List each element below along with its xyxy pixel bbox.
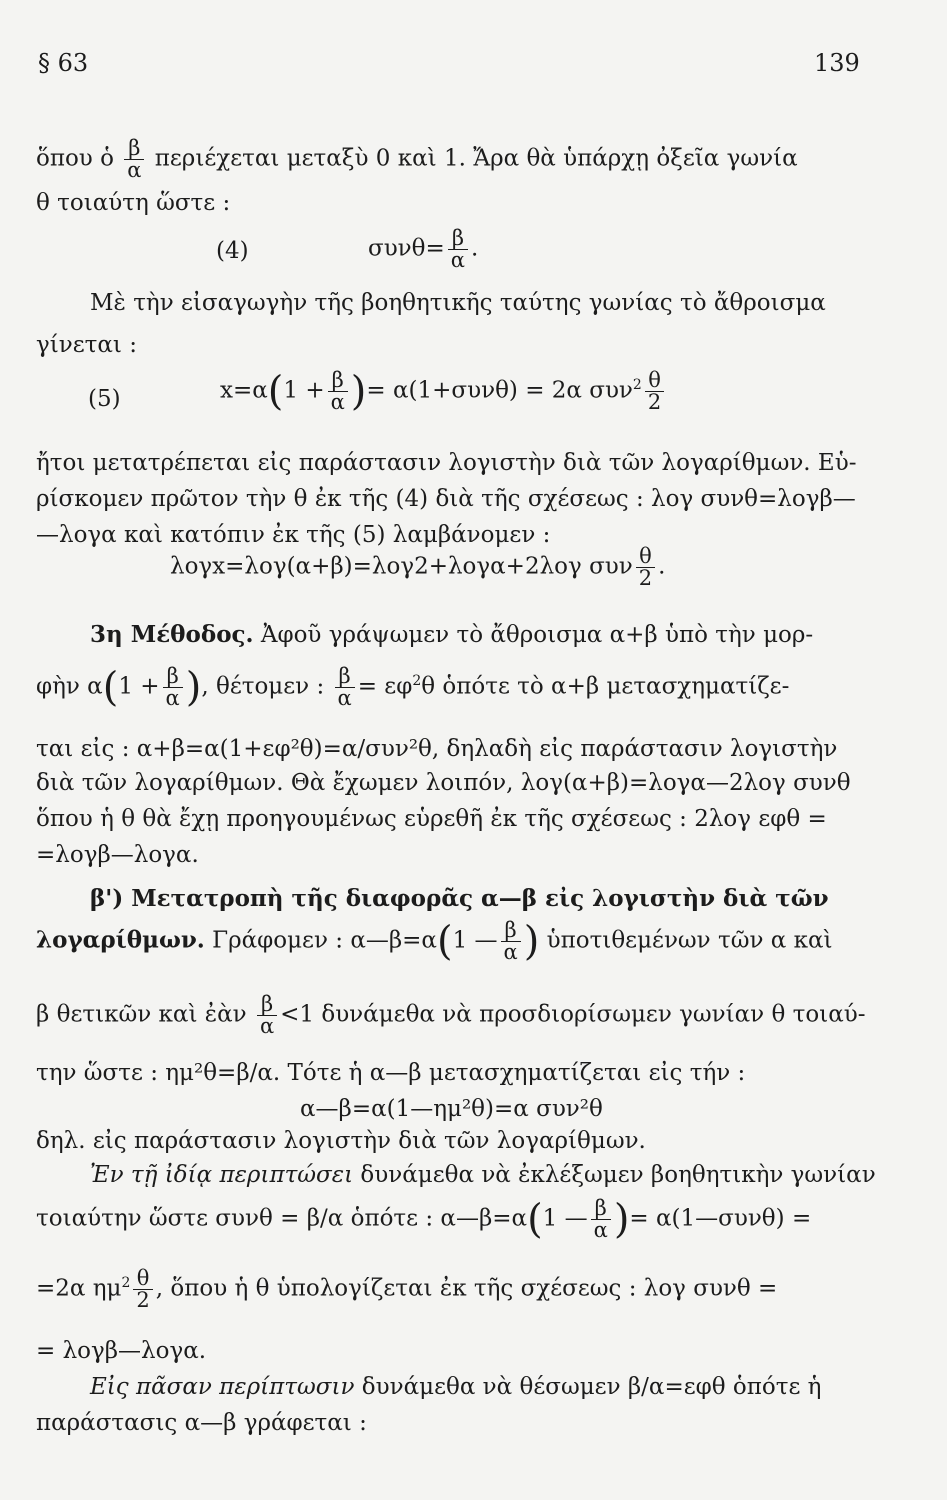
- text-line: δηλ. εἰς παράστασιν λογιστὴν διὰ τῶν λογαρίθμων.: [36, 1128, 646, 1154]
- text-line: ρίσκομεν πρῶτον τὴν θ ἐκ τῆς (4) διὰ τῆς σχέσεως : λογ συνθ=λογβ—: [36, 486, 856, 512]
- text-line: ται εἰς : α+β=α(1+εφ²θ)=α/συν²θ, δηλαδὴ εἰς παράστασιν λογιστὴν: [36, 736, 838, 762]
- fraction: $\frac{\beta}{\alpha}$: [163, 666, 183, 709]
- text-line: = λογβ—λογα.: [36, 1338, 207, 1364]
- equation-label: (4): [216, 238, 249, 264]
- method-heading: 3η Μέθοδος.: [90, 621, 254, 648]
- text-line: ὅπου ὁ $\frac{\beta}{\alpha}$ περιέχεται μεταξὺ 0 καὶ 1. Ἄρα θὰ ὑπάρχῃ ὀξεῖα γωνία: [36, 136, 798, 182]
- text-line: =λογβ—λογα.: [36, 842, 199, 868]
- text-line: ὅπου ἡ θ θὰ ἔχῃ προηγουμένως εὑρεθῆ ἐκ τῆς σχέσεως : 2λογ εφθ =: [36, 806, 827, 832]
- fraction: $\frac{\theta}{2}$: [636, 546, 655, 589]
- fraction: $\frac{\beta}{\alpha}$: [328, 370, 348, 413]
- fraction: $\frac{\beta}{\alpha}$: [448, 228, 468, 271]
- text-line: =2α $\eta\mu^2$ $\frac{\theta}{2}$ , ὅπου ἡ θ ὑπολογίζεται ἐκ τῆς σχέσεως : λογ συνθ =: [36, 1266, 778, 1313]
- fraction: $\frac{\theta}{2}$: [133, 1268, 152, 1311]
- fraction: $\frac{\beta}{\alpha}$: [501, 920, 521, 963]
- section-number: § 63: [38, 49, 89, 77]
- fraction: $\frac{\theta}{2}$: [645, 370, 664, 413]
- text-line: θ τοιαύτη ὥστε :: [36, 190, 231, 216]
- text-line: την ὥστε : ημ²θ=β/α. Τότε ἡ α—β μετασχηματίζεται εἰς τήν :: [36, 1060, 746, 1086]
- fraction: $\frac{\beta}{\alpha}$: [124, 138, 144, 181]
- text-line: Εἰς πᾶσαν περίπτωσιν δυνάμεθα νὰ θέσωμεν β/α=εφθ ὁπότε ἡ: [90, 1374, 822, 1400]
- text-line: φὴν α(1 + $\frac{\beta}{\alpha}$ ), θέτομεν : $\frac{\beta}{\alpha}$ = $\varepsilon\varphi^2\theta$ ὁπότε τὸ α+β μετασχηματίζε-: [36, 664, 790, 711]
- text-line: λογαρίθμων. Γράφομεν : α—β=α(1 — $\frac{\beta}{\alpha}$ ) ὑποτιθεμένων τῶν α καὶ: [36, 918, 833, 965]
- equation-7: α—β=α(1—ημ²θ)=α συν²θ: [300, 1096, 603, 1122]
- subsection-heading: β') Μετατροπὴ τῆς διαφορᾶς α—β εἰς λογιστὴν διὰ τῶν: [90, 885, 829, 912]
- text-line: —λογα καὶ κατόπιν ἐκ τῆς (5) λαμβάνομεν :: [36, 522, 551, 548]
- text-line: 3η Μέθοδος. Ἀφοῦ γράψωμεν τὸ ἄθροισμα α+β ὑπὸ τὴν μορ-: [90, 621, 814, 648]
- fraction: $\frac{\beta}{\alpha}$: [591, 1198, 611, 1241]
- page-number: 139: [814, 49, 860, 77]
- book-page: § 63 139 ὅπου ὁ $\frac{\beta}{\alpha}$ περιέχεται μεταξὺ 0 καὶ 1. Ἄρα θὰ ὑπάρχῃ ὀξεῖα γωνία θ τοιαύτη ὥστε : (4) συνθ= $\frac{\beta}{\alpha}$ . Μὲ τὴν εἰσαγωγὴν τῆς βοηθητικῆς ταύτης γωνίας τὸ ἄθροισμα γίνεται : (5) x=α(1 + $\frac{\beta}{\alpha}$ )= α(1+συνθ) = 2α συν$^2$ $\frac{\theta}{2}$ ἤτοι μετατρέπεται εἰς παράστασιν λογιστὴν διὰ τῶν λογαρίθμων. Εὑ- ρίσκομεν πρῶτον τὴν θ ἐκ τῆς (4) διὰ τῆς σχέσεως : λογ συνθ=λογβ— —λογα καὶ κατόπιν ἐκ τῆς (5) λαμβάνομεν : λογx=λογ(α+β)=λογ2+λογα+2λογ συν $\frac{\theta}{2}$ . 3η Μέθοδος. Ἀφοῦ γράψωμεν τὸ ἄθροισμα α+β ὑπὸ τὴν μορ- φὴν α(1 + $\frac{\beta}{\alpha}$ ), θέτομεν : $\frac{\beta}{\alpha}$ = $\varepsilon\varphi^2\theta$ ὁπότε τὸ α+β μετασχηματίζε- ται εἰς : α+β=α(1+εφ²θ)=α/συν²θ, δηλαδὴ εἰς παράστασιν λογιστὴν διὰ τῶν λογαρίθμων. Θὰ ἔχωμεν λοιπόν, λογ(α+β)=λογα—2λογ συνθ ὅπου ἡ θ θὰ ἔχῃ προηγουμένως εὑρεθῆ ἐκ τῆς σχέσεως : 2λογ εφθ = =λογβ—λογα. β') Μετατροπὴ τῆς διαφορᾶς α—β εἰς λογιστὴν διὰ τῶν λογαρίθμων. Γράφομεν : α—β=α(1 — $\frac{\beta}{\alpha}$ ) ὑποτιθεμένων τῶν α καὶ β θετικῶν καὶ ἐὰν $\frac{\beta}{\alpha}$ <1 δυνάμεθα νὰ προσδιορίσωμεν γωνίαν θ τοιαύ- την ὥστε : ημ²θ=β/α. Τότε ἡ α—β μετασχηματίζεται εἰς τήν : α—β=α(1—ημ²θ)=α συν²θ δηλ. εἰς παράστασιν λογιστὴν διὰ τῶν λογαρίθμων. Ἐν τῇ ἰδίᾳ περιπτώσει δυνάμεθα νὰ ἐκλέξωμεν βοηθητικὴν γωνίαν τοιαύτην ὥστε συνθ = β/α ὁπότε : α—β=α(1 — $\frac{\beta}{\alpha}$ )= α(1—συνθ) = =2α $\eta\mu^2$ $\frac{\theta}{2}$ , ὅπου ἡ θ ὑπολογίζεται ἐκ τῆς σχέσεως : λογ συνθ = = λογβ—λογα. Εἰς πᾶσαν περίπτωσιν δυνάμεθα νὰ θέσωμεν β/α=εφθ ὁπότε ἡ παράστασις α—β γράφεται :: [0, 0, 947, 1500]
- text-line: τοιαύτην ὥστε συνθ = β/α ὁπότε : α—β=α(1 — $\frac{\beta}{\alpha}$ )= α(1—συνθ) =: [36, 1196, 812, 1243]
- equation-6: λογx=λογ(α+β)=λογ2+λογα+2λογ συν $\frac{\theta}{2}$ .: [170, 544, 666, 590]
- text-line: Μὲ τὴν εἰσαγωγὴν τῆς βοηθητικῆς ταύτης γωνίας τὸ ἄθροισμα: [90, 290, 826, 316]
- fraction: $\frac{\beta}{\alpha}$: [257, 994, 277, 1037]
- fraction: $\frac{\beta}{\alpha}$: [335, 666, 355, 709]
- text-line: ἤτοι μετατρέπεται εἰς παράστασιν λογιστὴν διὰ τῶν λογαρίθμων. Εὑ-: [36, 450, 857, 476]
- text-line: γίνεται :: [36, 332, 137, 358]
- text-line: β θετικῶν καὶ ἐὰν $\frac{\beta}{\alpha}$ <1 δυνάμεθα νὰ προσδιορίσωμεν γωνίαν θ τοιαύ-: [36, 992, 866, 1038]
- text-line: διὰ τῶν λογαρίθμων. Θὰ ἔχωμεν λοιπόν, λογ(α+β)=λογα—2λογ συνθ: [36, 770, 851, 796]
- text-line: παράστασις α—β γράφεται :: [36, 1410, 367, 1436]
- equation-label: (5): [88, 386, 121, 412]
- equation-5: (5) x=α(1 + $\frac{\beta}{\alpha}$ )= α(1+συνθ) = 2α συν$^2$ $\frac{\theta}{2}$: [36, 370, 896, 430]
- text-line: Ἐν τῇ ἰδίᾳ περιπτώσει δυνάμεθα νὰ ἐκλέξωμεν βοηθητικὴν γωνίαν: [90, 1162, 876, 1188]
